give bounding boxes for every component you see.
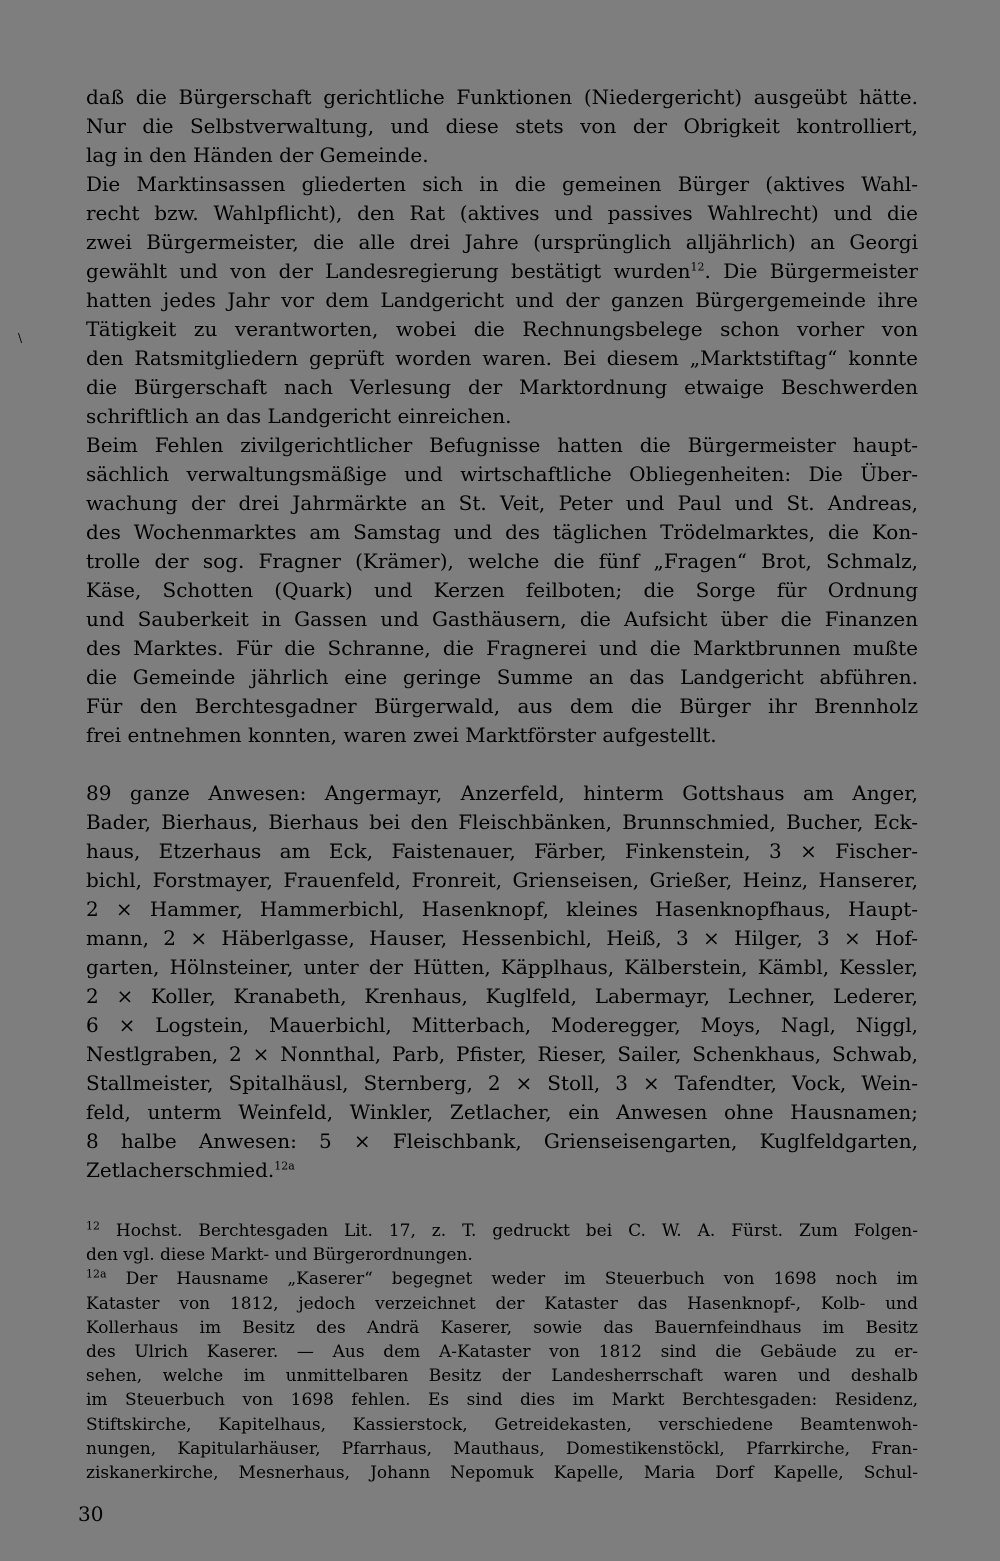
text-line: [86, 257, 918, 286]
list-line: [86, 1011, 918, 1040]
text-line: [86, 634, 918, 663]
list-line: [86, 866, 918, 895]
text-line: [86, 112, 918, 141]
footnote-line: [86, 1292, 918, 1316]
text-segment: die Gemeinde jährlich eine geringe Summe an das Landgericht abführen.: [86, 665, 918, 689]
property-list: [86, 779, 918, 1185]
text-segment: trolle der sog. Fragner (Krämer), welche die fünf „Fragen“ Brot, Schmalz,: [86, 549, 918, 573]
text-segment: ziskanerkirche, Mesnerhaus, Johann Nepomuk Kapelle, Maria Dorf Kapelle, Schul-: [86, 1462, 918, 1483]
text-line: [86, 199, 918, 228]
text-line: [86, 315, 918, 344]
text-segment: 89 ganze Anwesen: Angermayr, Anzerfeld, hinterm Gottshaus am Anger,: [86, 781, 918, 805]
text-line: [86, 576, 918, 605]
text-segment: 6 × Logstein, Mauerbichl, Mitterbach, Moderegger, Moys, Nagl, Niggl,: [86, 1013, 918, 1037]
text-line: [86, 228, 918, 257]
footnote-line: [86, 1437, 918, 1461]
list-line: [86, 1098, 918, 1127]
list-line: [86, 953, 918, 982]
text-segment: hatten jedes Jahr vor dem Landgericht und der ganzen Bürgergemeinde ihre: [86, 288, 918, 312]
footnote-line: [86, 1267, 918, 1291]
text-segment: Stiftskirche, Kapitelhaus, Kassierstock, Getreidekasten, verschiedene Beamtenwoh-: [86, 1414, 918, 1435]
list-line: [86, 837, 918, 866]
text-segment: und Sauberkeit in Gassen und Gasthäusern, die Aufsicht über die Finanzen: [86, 607, 918, 631]
text-segment: des Wochenmarktes am Samstag und des täglichen Trödelmarktes, die Kon-: [86, 520, 918, 544]
footnote-line: [86, 1340, 918, 1364]
text-segment: 8 halbe Anwesen: 5 × Fleischbank, Grienseisengarten, Kuglfeldgarten,: [86, 1129, 918, 1153]
text-segment: Stallmeister, Spitalhäusl, Sternberg, 2 × Stoll, 3 × Tafendter, Vock, Wein-: [86, 1071, 918, 1095]
list-line: [86, 1069, 918, 1098]
text-line: [86, 141, 918, 170]
text-segment: zwei Bürgermeister, die alle drei Jahre (ursprünglich alljährlich) an Georgi: [86, 230, 918, 254]
page-number: 30: [78, 1502, 104, 1526]
list-line: [86, 1127, 918, 1156]
text-segment: 2 × Hammer, Hammerbichl, Hasenknopf, kleines Hasenknopfhaus, Haupt-: [86, 897, 918, 921]
text-segment: Nur die Selbstverwaltung, und diese stets von der Obrigkeit kontrolliert,: [86, 114, 918, 138]
text-segment: nungen, Kapitularhäuser, Pfarrhaus, Mauthaus, Domestikenstöckl, Pfarrkirche, Fran-: [86, 1438, 918, 1459]
text-segment: feld, unterm Weinfeld, Winkler, Zetlacher, ein Anwesen ohne Hausnamen;: [86, 1100, 918, 1124]
footnote-reference: 12: [690, 260, 705, 274]
footnote-line: [86, 1413, 918, 1437]
text-segment: im Steuerbuch von 1698 fehlen. Es sind dies im Markt Berchtesgaden: Residenz,: [86, 1390, 918, 1411]
page-content: [86, 83, 918, 1485]
text-segment: den Ratsmitgliedern geprüft worden waren. Bei diesem „Marktstiftag“ konnte: [86, 346, 918, 370]
text-segment: Der Hausname „Kaserer“ begegnet weder im Steuerbuch von 1698 noch im: [106, 1269, 918, 1290]
list-line: [86, 779, 918, 808]
list-line: [86, 895, 918, 924]
list-line: [86, 808, 918, 837]
text-line: [86, 460, 918, 489]
text-segment: frei entnehmen konnten, waren zwei Marktförster aufgestellt.: [86, 723, 717, 747]
text-line: [86, 605, 918, 634]
text-segment: Die Marktinsassen gliederten sich in die gemeinen Bürger (aktives Wahl-: [86, 172, 918, 196]
text-segment: haus, Etzerhaus am Eck, Faistenauer, Färber, Finkenstein, 3 × Fischer-: [86, 839, 918, 863]
text-segment: Bader, Bierhaus, Bierhaus bei den Fleischbänken, Brunnschmied, Bucher, Eck-: [86, 810, 918, 834]
text-segment: Käse, Schotten (Quark) und Kerzen feilboten; die Sorge für Ordnung: [86, 578, 918, 602]
list-line: [86, 982, 918, 1011]
text-line: [86, 518, 918, 547]
text-line: [86, 373, 918, 402]
text-segment: des Marktes. Für die Schranne, die Fragnerei und die Marktbrunnen mußte: [86, 636, 918, 660]
text-line: [86, 663, 918, 692]
text-segment: recht bzw. Wahlpflicht), den Rat (aktives und passives Wahlrecht) und die: [86, 201, 918, 225]
footnote-line: [86, 1243, 918, 1267]
text-segment: Kataster von 1812, jedoch verzeichnet der Kataster das Hasenknopf-, Kolb- und: [86, 1293, 918, 1314]
text-line: [86, 344, 918, 373]
footnote-line: [86, 1364, 918, 1388]
text-segment: lag in den Händen der Gemeinde.: [86, 143, 429, 167]
text-segment: daß die Bürgerschaft gerichtliche Funktionen (Niedergericht) ausgeübt hätte.: [86, 85, 918, 109]
text-segment: schriftlich an das Landgericht einreichen.: [86, 404, 512, 428]
stray-mark: \: [18, 331, 23, 345]
footnote-line: [86, 1316, 918, 1340]
footnote-marker: 12a: [86, 1267, 107, 1281]
text-segment: Zetlacherschmied.: [86, 1158, 275, 1182]
footnotes: [86, 1219, 918, 1485]
footnote-line: [86, 1219, 918, 1243]
list-line: [86, 1040, 918, 1069]
text-segment: Tätigkeit zu verantworten, wobei die Rechnungsbelege schon vorher von: [86, 317, 918, 341]
text-line: [86, 402, 918, 431]
list-line: [86, 924, 918, 953]
text-segment: des Ulrich Kaserer. — Aus dem A-Kataster von 1812 sind die Gebäude zu er-: [86, 1341, 918, 1362]
text-line: [86, 286, 918, 315]
footnote-line: [86, 1388, 918, 1412]
text-segment: Hochst. Berchtesgaden Lit. 17, z. T. gedruckt bei C. W. A. Fürst. Zum Folgen-: [100, 1221, 918, 1241]
text-segment: . Die Bürgermeister: [704, 259, 918, 283]
text-segment: wachung der drei Jahrmärkte an St. Veit, Peter und Paul und St. Andreas,: [86, 491, 918, 515]
text-segment: Beim Fehlen zivilgerichtlicher Befugnisse hatten die Bürgermeister haupt-: [86, 433, 918, 457]
text-segment: gewählt und von der Landesregierung bestätigt wurden: [86, 259, 691, 283]
text-segment: sehen, welche im unmittelbaren Besitz der Landesherrschaft waren und deshalb: [86, 1366, 918, 1387]
footnote-reference: 12a: [274, 1159, 295, 1173]
text-line: [86, 692, 918, 721]
text-line: [86, 431, 918, 460]
text-segment: mann, 2 × Häberlgasse, Hauser, Hessenbichl, Heiß, 3 × Hilger, 3 × Hof-: [86, 926, 918, 950]
text-segment: bichl, Forstmayer, Frauenfeld, Fronreit, Grienseisen, Grießer, Heinz, Hanserer,: [86, 868, 918, 892]
text-segment: Nestlgraben, 2 × Nonnthal, Parb, Pfister, Rieser, Sailer, Schenkhaus, Schwab,: [86, 1042, 918, 1066]
footnote-marker: 12: [86, 1219, 100, 1233]
text-segment: die Bürgerschaft nach Verlesung der Marktordnung etwaige Beschwerden: [86, 375, 918, 399]
footnote-line: [86, 1461, 918, 1485]
list-line: [86, 1156, 918, 1185]
text-line: [86, 547, 918, 576]
text-segment: Kollerhaus im Besitz des Andrä Kaserer, sowie das Bauernfeindhaus im Besitz: [86, 1317, 918, 1338]
text-segment: 2 × Koller, Kranabeth, Krenhaus, Kuglfeld, Labermayr, Lechner, Lederer,: [86, 984, 918, 1008]
main-text: [86, 83, 918, 750]
text-line: [86, 83, 918, 112]
text-line: [86, 489, 918, 518]
text-segment: sächlich verwaltungsmäßige und wirtschaftliche Obliegenheiten: Die Über-: [86, 462, 918, 486]
text-segment: garten, Hölnsteiner, unter der Hütten, Käpplhaus, Kälberstein, Kämbl, Kessler,: [86, 955, 918, 979]
text-line: [86, 170, 918, 199]
text-segment: den vgl. diese Markt- und Bürgerordnungen.: [86, 1245, 473, 1266]
text-line: [86, 721, 918, 750]
text-segment: Für den Berchtesgadner Bürgerwald, aus dem die Bürger ihr Brennholz: [86, 694, 918, 718]
